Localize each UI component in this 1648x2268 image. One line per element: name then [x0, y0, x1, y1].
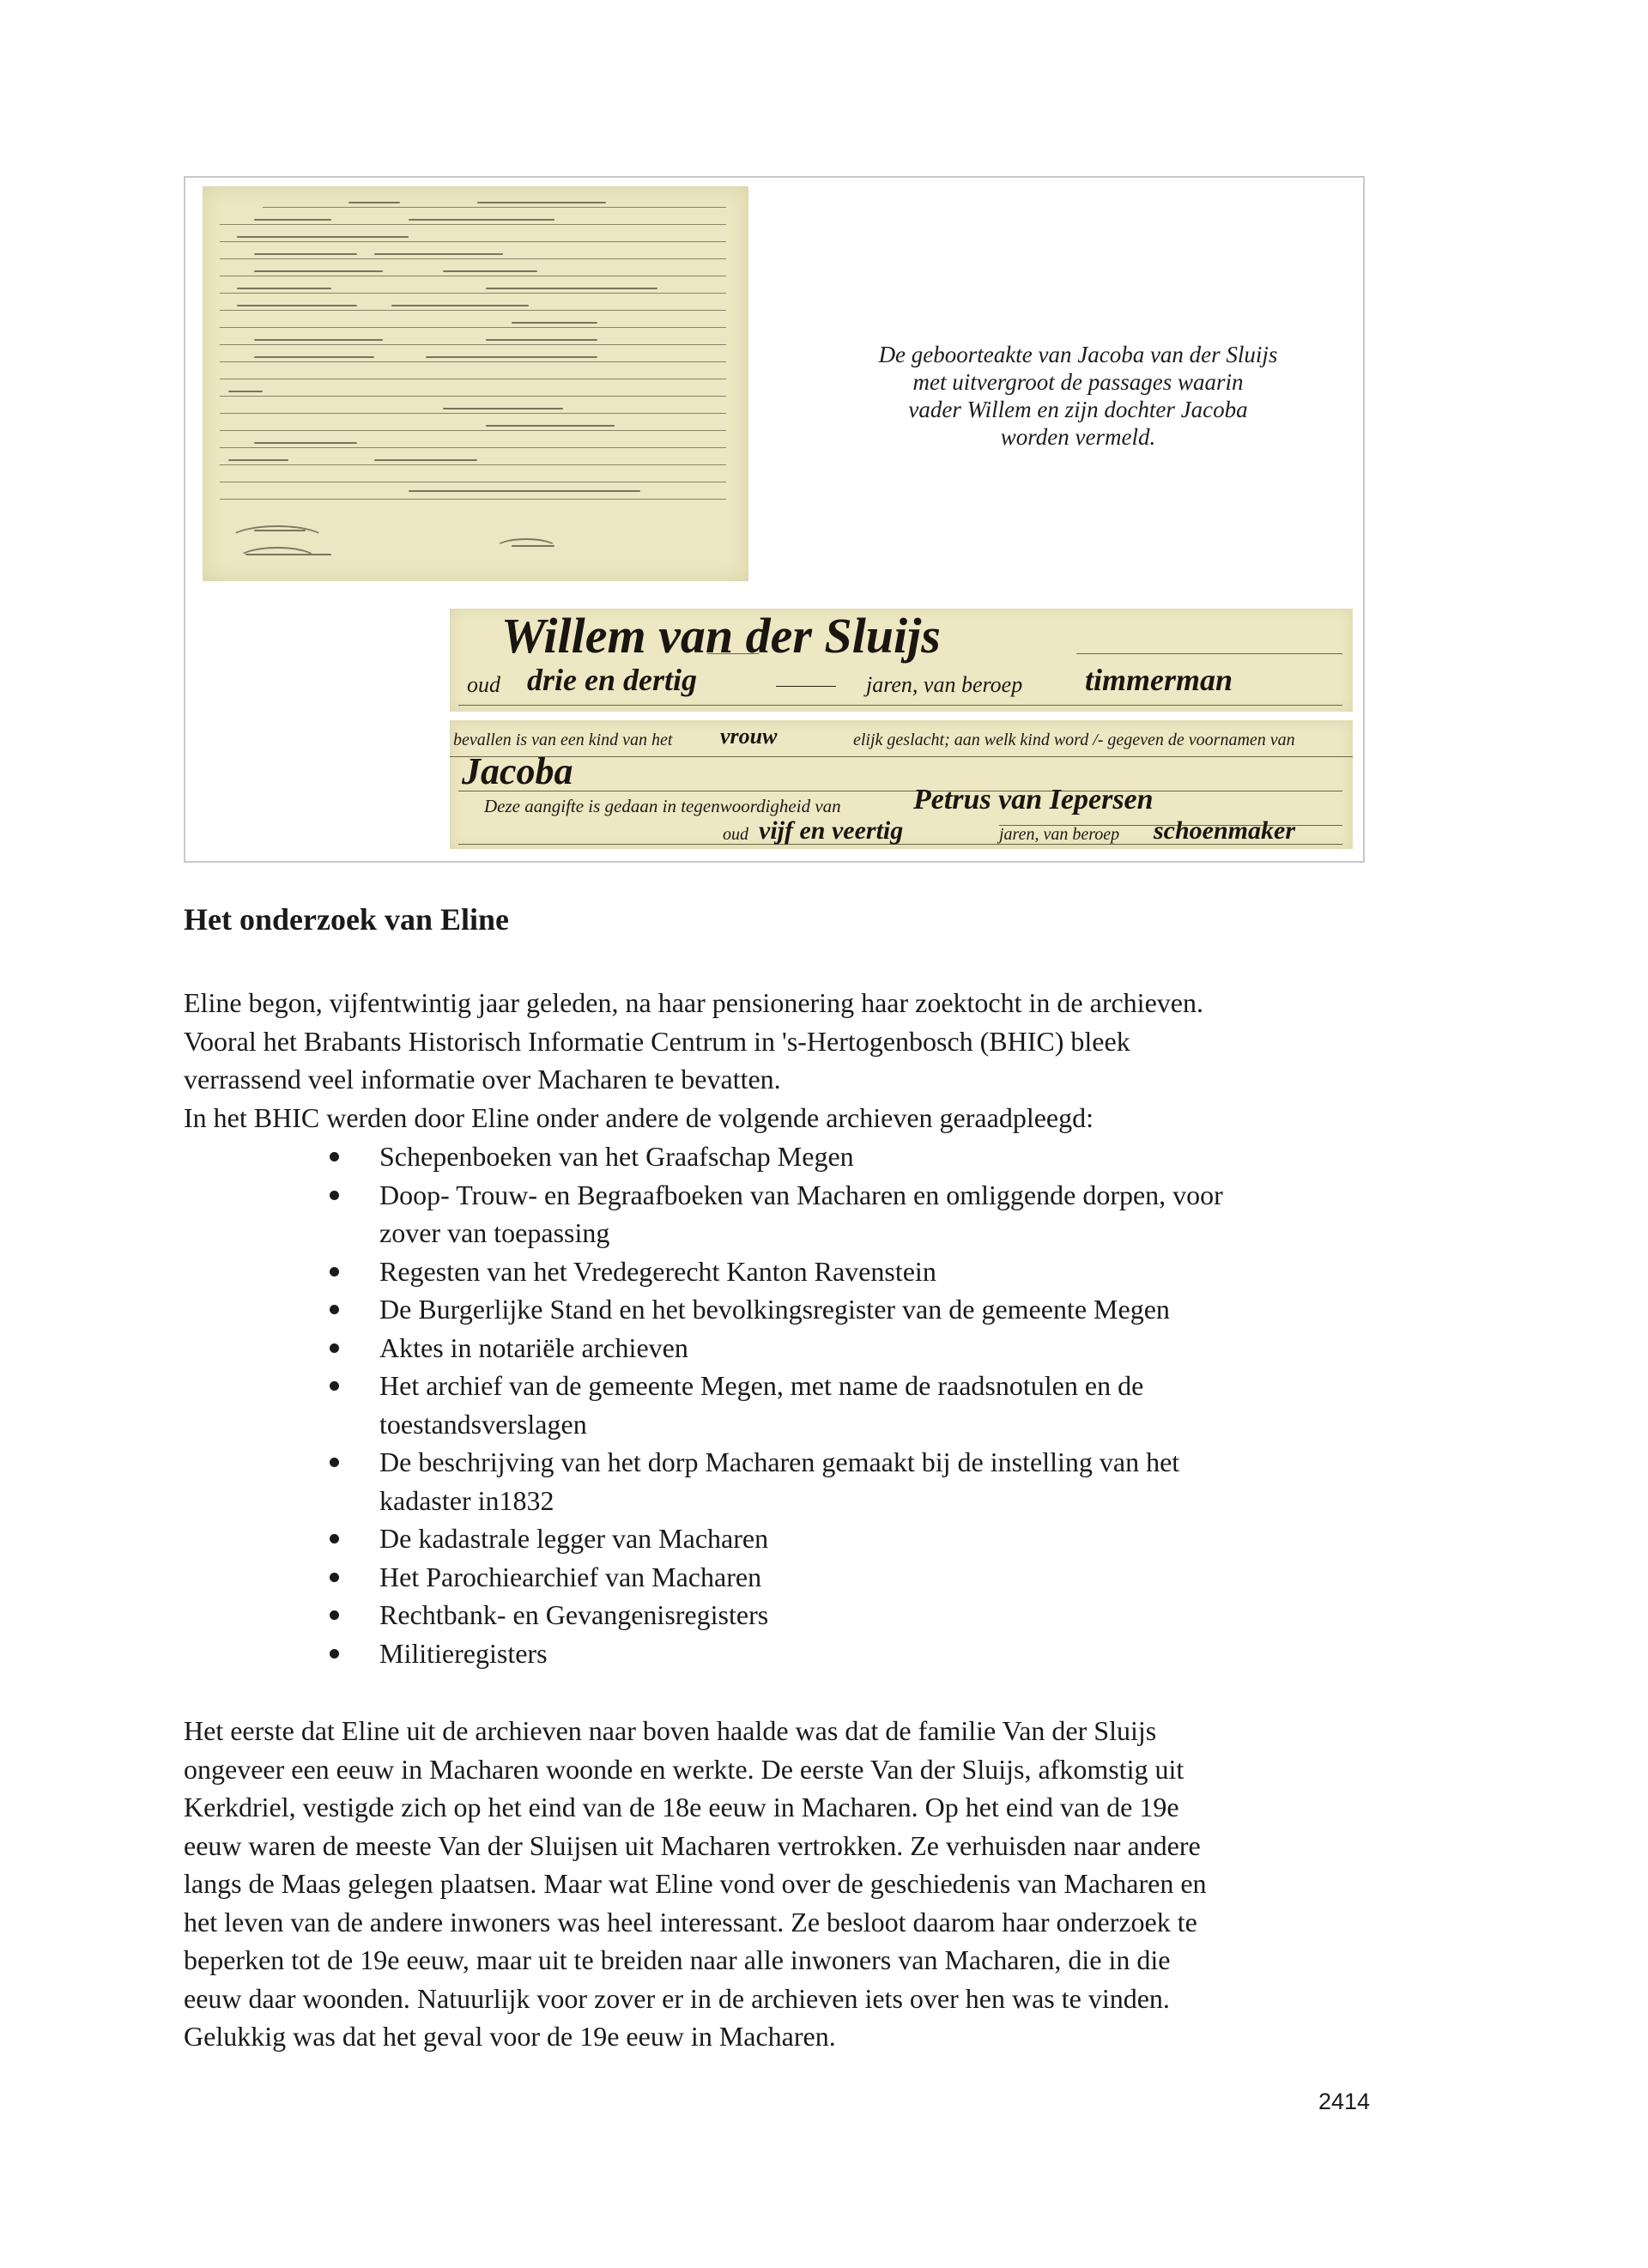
- bullet-icon: [330, 1343, 339, 1353]
- zoom-passage-willem: [450, 609, 1353, 712]
- handwritten-petrus: Petrus van Iepersen: [913, 784, 1154, 816]
- printed-oud: oud: [467, 672, 500, 697]
- text-line: ongeveer een eeuw in Macharen woonde en werkte. De eerste Van der Sluijs, afkomstig uit: [184, 1753, 1184, 1785]
- printed-oud-2: oud: [723, 825, 748, 844]
- zoom-passage-jacoba: [450, 720, 1353, 849]
- printed-jaren-van-beroep: jaren, van beroep: [866, 672, 1023, 697]
- caption-line: met uitvergroot de passages waarin: [912, 369, 1244, 395]
- bullet-icon: [330, 1458, 339, 1467]
- list-item: Militieregisters: [319, 1634, 1435, 1673]
- list-item: De kadastrale legger van Macharen: [319, 1519, 1435, 1558]
- text-line: verrassend veel informatie over Macharen te bevatten.: [184, 1064, 781, 1095]
- printed-geslacht: elijk geslacht; aan welk kind word /- gegeven de voornamen van: [853, 731, 1295, 749]
- bullet-icon: [330, 1267, 339, 1277]
- list-item: Aktes in notariële archieven: [319, 1329, 1435, 1367]
- text-line: het leven van de andere inwoners was heel interessant. Ze besloot daarom haar onderzoek te: [184, 1906, 1197, 1938]
- handwritten-job: timmerman: [1085, 663, 1233, 697]
- page-number: 2414: [1318, 2089, 1371, 2114]
- list-item: Rechtbank- en Gevangenisregisters: [319, 1596, 1435, 1634]
- text-line: In het BHIC werden door Eline onder andere de volgende archieven geraadpleegd:: [184, 1101, 1094, 1133]
- printed-jaren-beroep-2: jaren, van beroep: [999, 825, 1120, 844]
- handwritten-vijf-en-veertig: vijf en veertig: [759, 816, 904, 845]
- text-line: Gelukkig was dat het geval voor de 19e eeuw in Macharen.: [184, 2021, 836, 2052]
- intro-paragraph: [184, 984, 1403, 1137]
- bullet-icon: [330, 1610, 339, 1620]
- birth-certificate-scan: [203, 186, 748, 581]
- text-line: Kerkdriel, vestigde zich op het eind van de 18e eeuw in Macharen. Op het eind van de 19e: [184, 1792, 1179, 1822]
- bullet-icon: [330, 1191, 339, 1200]
- section-heading: Het onderzoek van Eline: [184, 902, 509, 937]
- bullet-icon: [330, 1381, 339, 1391]
- handwritten-vrouw: vrouw: [720, 724, 778, 749]
- text-line: langs de Maas gelegen plaatsen. Maar wat Eline vond over de geschiedenis van Macharen en: [184, 1868, 1207, 1899]
- list-item: Het archief van de gemeente Megen, met name de raadsnotulen en de toestandsverslagen: [319, 1367, 1435, 1443]
- bullet-icon: [330, 1152, 339, 1161]
- handwritten-age: drie en dertig: [527, 663, 697, 697]
- caption-line: worden vermeld.: [1000, 424, 1156, 450]
- figure-frame: [184, 176, 1365, 863]
- text-line: Eline begon, vijfentwintig jaar geleden, na haar pensionering haar zoektocht in de archieven.: [184, 987, 1203, 1018]
- caption-line: De geboorteakte van Jacoba van der Sluijs: [878, 342, 1278, 367]
- closing-paragraph: [184, 1712, 1403, 2056]
- handwritten-schoenmaker: schoenmaker: [1154, 816, 1295, 845]
- bullet-icon: [330, 1649, 339, 1659]
- printed-aangifte: Deze aangifte is gedaan in tegenwoordigheid van: [484, 796, 841, 816]
- list-item: De Burgerlijke Stand en het bevolkingsregister van de gemeente Megen: [319, 1290, 1435, 1329]
- printed-bevallen: bevallen is van een kind van het: [453, 731, 673, 749]
- handwritten-name: Willem van der Sluijs: [501, 609, 941, 664]
- bullet-icon: [330, 1305, 339, 1314]
- bullet-icon: [330, 1534, 339, 1543]
- list-item: De beschrijving van het dorp Macharen gemaakt bij de instelling van het kadaster in1832: [319, 1443, 1435, 1519]
- caption-line: vader Willem en zijn dochter Jacoba: [908, 397, 1248, 422]
- text-line: Het eerste dat Eline uit de archieven naar boven haalde was dat de familie Van der Sluijs: [184, 1715, 1157, 1746]
- archives-list: [319, 1137, 1435, 1672]
- bullet-icon: [330, 1573, 339, 1582]
- handwritten-jacoba: Jacoba: [462, 750, 573, 792]
- figure-caption: [821, 341, 1336, 451]
- text-line: eeuw daar woonden. Natuurlijk voor zover er in de archieven iets over hen was te vinden.: [184, 1982, 1170, 2014]
- text-line: beperken tot de 19e eeuw, maar uit te breiden naar alle inwoners van Macharen, die in die: [184, 1944, 1171, 1975]
- list-item: Regesten van het Vredegerecht Kanton Ravenstein: [319, 1252, 1435, 1291]
- list-item: Het Parochiearchief van Macharen: [319, 1558, 1435, 1597]
- list-item: Schepenboeken van het Graafschap Megen: [319, 1137, 1435, 1176]
- text-line: eeuw waren de meeste Van der Sluijsen uit Macharen vertrokken. Ze verhuisden naar andere: [184, 1829, 1201, 1861]
- list-item: Doop- Trouw- en Begraafboeken van Macharen en omliggende dorpen, voor zover van toepassing: [319, 1176, 1435, 1252]
- text-line: Vooral het Brabants Historisch Informatie Centrum in 's-Hertogenbosch (BHIC) bleek: [184, 1025, 1130, 1057]
